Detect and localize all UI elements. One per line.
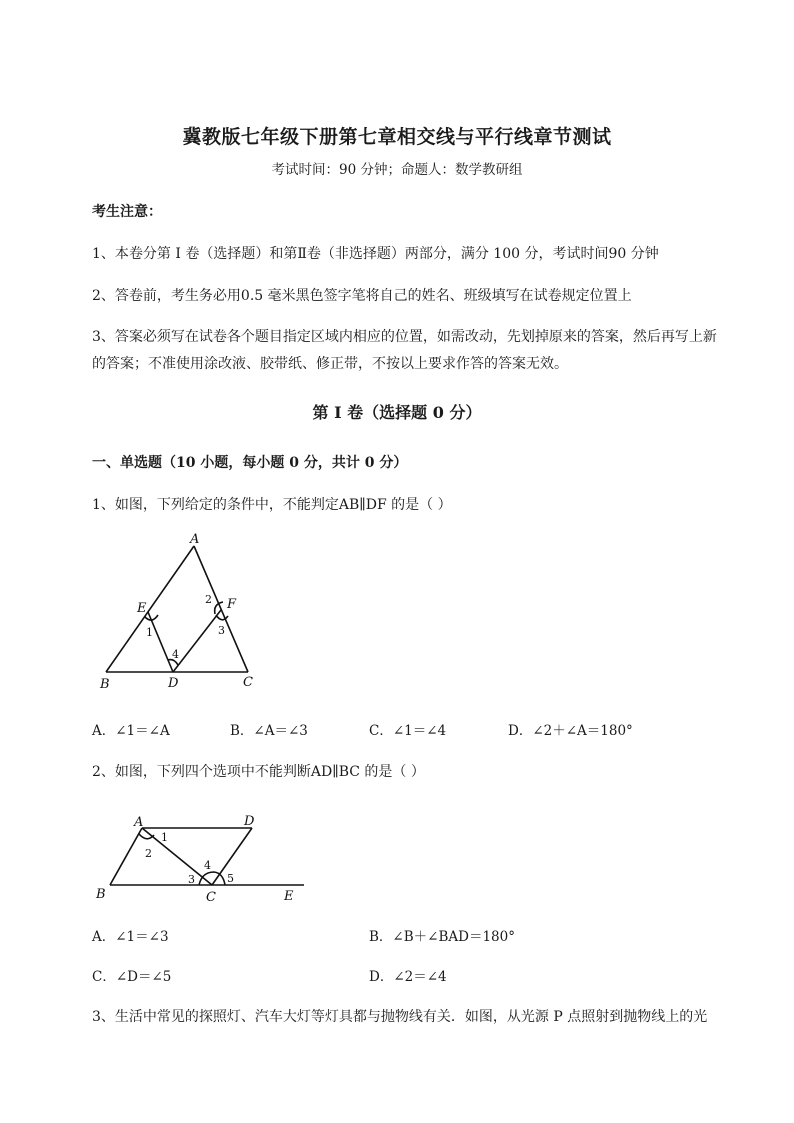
angle-4-label: 4 <box>172 648 179 661</box>
q1-option-a: A．∠1＝∠A <box>92 723 170 739</box>
segment-ac <box>194 546 248 672</box>
point-a-label: A <box>190 532 200 547</box>
point-c-label: C <box>206 890 216 904</box>
angle-2-arc <box>139 834 154 839</box>
q2-option-a: A．∠1＝∠3 <box>92 929 169 945</box>
angle-3-arc <box>216 615 228 620</box>
point-c-label: C <box>243 675 253 690</box>
q2-option-b: B．∠B＋∠BAD＝180° <box>369 929 515 945</box>
segment-df <box>173 610 221 672</box>
part-heading: 一、单选题（10 小题，每小题 0 分，共计 0 分） <box>92 455 408 471</box>
section-title: 第 I 卷（选择题 0 分） <box>312 403 482 422</box>
angle-5-label: 5 <box>227 872 234 885</box>
q2-option-c: C．∠D＝∠5 <box>92 969 172 985</box>
notice-item-3-line-1: 3、答案必须写在试卷各个题目指定区域内相应的位置，如需改动，先划掉原来的答案，然后再写上新 <box>92 329 717 345</box>
point-b-label: B <box>96 887 106 902</box>
q1-option-c: C．∠1＝∠4 <box>369 723 447 739</box>
notice-item-1: 1、本卷分第 I 卷（选择题）和第Ⅱ卷（非选择题）两部分，满分 100 分，考试时间90 分钟 <box>92 246 659 262</box>
segment-ab <box>110 828 142 885</box>
point-b-label: B <box>100 677 110 692</box>
angle-1-label: 1 <box>146 626 153 639</box>
q2-option-d: D．∠2＝∠4 <box>369 969 447 985</box>
point-a-label: A <box>134 815 144 830</box>
angle-3-label: 3 <box>218 624 225 637</box>
angle-3-label: 3 <box>188 873 195 886</box>
point-e-label: E <box>137 601 147 616</box>
question-1-stem: 1、如图，下列给定的条件中，不能判定AB∥DF 的是（ ） <box>92 497 452 513</box>
segment-ab <box>106 546 194 672</box>
point-e-label: E <box>284 889 294 904</box>
angle-2-label: 2 <box>205 593 212 606</box>
q1-option-b: B．∠A＝∠3 <box>230 723 308 739</box>
notice-heading: 考生注意： <box>92 204 162 220</box>
q1-option-d: D．∠2＋∠A＝180° <box>508 723 633 739</box>
point-d-label: D <box>168 676 179 691</box>
segment-ed <box>148 612 173 672</box>
point-f-label: F <box>227 597 237 612</box>
exam-info: 考试时间：90 分钟；命题人：数学教研组 <box>271 162 523 178</box>
question-1-figure <box>96 532 266 694</box>
angle-1-arc <box>145 615 158 620</box>
angle-2-label: 2 <box>145 847 152 860</box>
page-title: 冀教版七年级下册第七章相交线与平行线章节测试 <box>182 126 612 148</box>
question-2-figure <box>92 808 312 904</box>
notice-item-2: 2、答卷前，考生务必用0.5 毫米黑色签字笔将自己的姓名、班级填写在试卷规定位置上 <box>92 288 632 304</box>
question-3-stem: 3、生活中常见的探照灯、汽车大灯等灯具都与抛物线有关．如图，从光源 P 点照射到抛物线上的光 <box>92 1009 708 1025</box>
question-2-stem: 2、如图，下列四个选项中不能判断AD∥BC 的是（ ） <box>92 764 425 780</box>
notice-item-3-line-2: 的答案；不准使用涂改液、胶带纸、修正带，不按以上要求作答的答案无效。 <box>92 356 568 372</box>
angle-4-label: 4 <box>204 859 211 872</box>
angle-1-label: 1 <box>161 831 168 844</box>
point-d-label: D <box>244 814 255 829</box>
